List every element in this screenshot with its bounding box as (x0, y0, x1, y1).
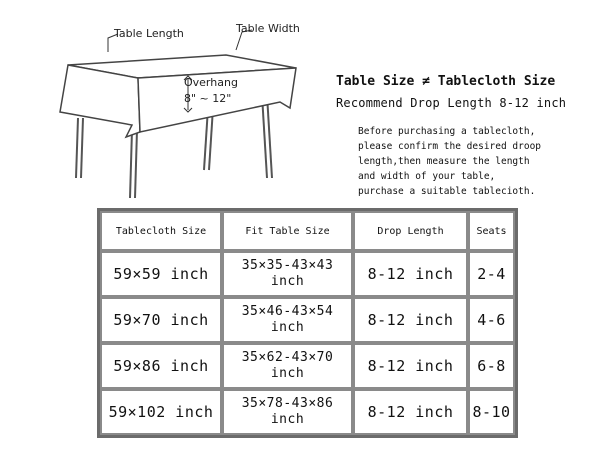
header-tablecloth-size: Tablecloth Size (100, 211, 222, 251)
fit-range: 35×62-43×70 (241, 350, 334, 365)
header-fit-table-size: Fit Table Size (222, 211, 353, 251)
cell-fit-table-size (222, 251, 353, 297)
table-width-label: Table Width (236, 22, 300, 35)
note-line: Before purchasing a tablecloth, (358, 126, 536, 137)
cell-tablecloth-size: 59×70 inch (100, 297, 222, 343)
cell-fit-table-size (222, 297, 353, 343)
tablecloth-drape-front (60, 65, 140, 137)
table-length-label: Table Length (114, 27, 184, 40)
cell-drop-length: 8-12 inch (353, 297, 468, 343)
fit-unit: inch (270, 274, 305, 289)
table-row (100, 343, 515, 389)
cell-tablecloth-size: 59×59 inch (100, 251, 222, 297)
fit-range: 35×46-43×54 (241, 304, 334, 319)
table-row (100, 297, 515, 343)
cell-seats: 4-6 (468, 297, 515, 343)
table-header-row (100, 211, 515, 251)
note-line: and width of your table, (358, 171, 496, 182)
table-row (100, 251, 515, 297)
note-line: please confirm the desired droop (358, 141, 542, 152)
note-line: length,then measure the length (358, 156, 530, 167)
size-table (97, 208, 518, 438)
fit-unit: inch (270, 412, 305, 427)
cell-drop-length: 8-12 inch (353, 389, 468, 435)
size-table-container (97, 208, 518, 438)
note-line: purchase a suitable tablecioth. (358, 186, 536, 197)
fit-range: 35×35-43×43 (241, 258, 334, 273)
header-drop-length: Drop Length (353, 211, 468, 251)
heading: Table Size ≠ Tablecloth Size (336, 74, 556, 89)
cell-drop-length: 8-12 inch (353, 251, 468, 297)
overhang-label: Overhang (184, 76, 238, 89)
overhang-range: 8" ~ 12" (184, 92, 232, 105)
table-diagram (40, 10, 330, 200)
fit-unit: inch (270, 320, 305, 335)
cell-seats: 6-8 (468, 343, 515, 389)
cell-seats: 8-10 (468, 389, 515, 435)
subheading: Recommend Drop Length 8-12 inch (336, 96, 567, 110)
cell-tablecloth-size: 59×86 inch (100, 343, 222, 389)
table-row (100, 389, 515, 435)
header-seats: Seats (468, 211, 515, 251)
fit-unit: inch (270, 366, 305, 381)
cell-tablecloth-size: 59×102 inch (100, 389, 222, 435)
cell-drop-length: 8-12 inch (353, 343, 468, 389)
cell-seats: 2-4 (468, 251, 515, 297)
cell-fit-table-size (222, 389, 353, 435)
cell-fit-table-size (222, 343, 353, 389)
purchase-note (358, 124, 598, 199)
fit-range: 35×78-43×86 (241, 396, 334, 411)
